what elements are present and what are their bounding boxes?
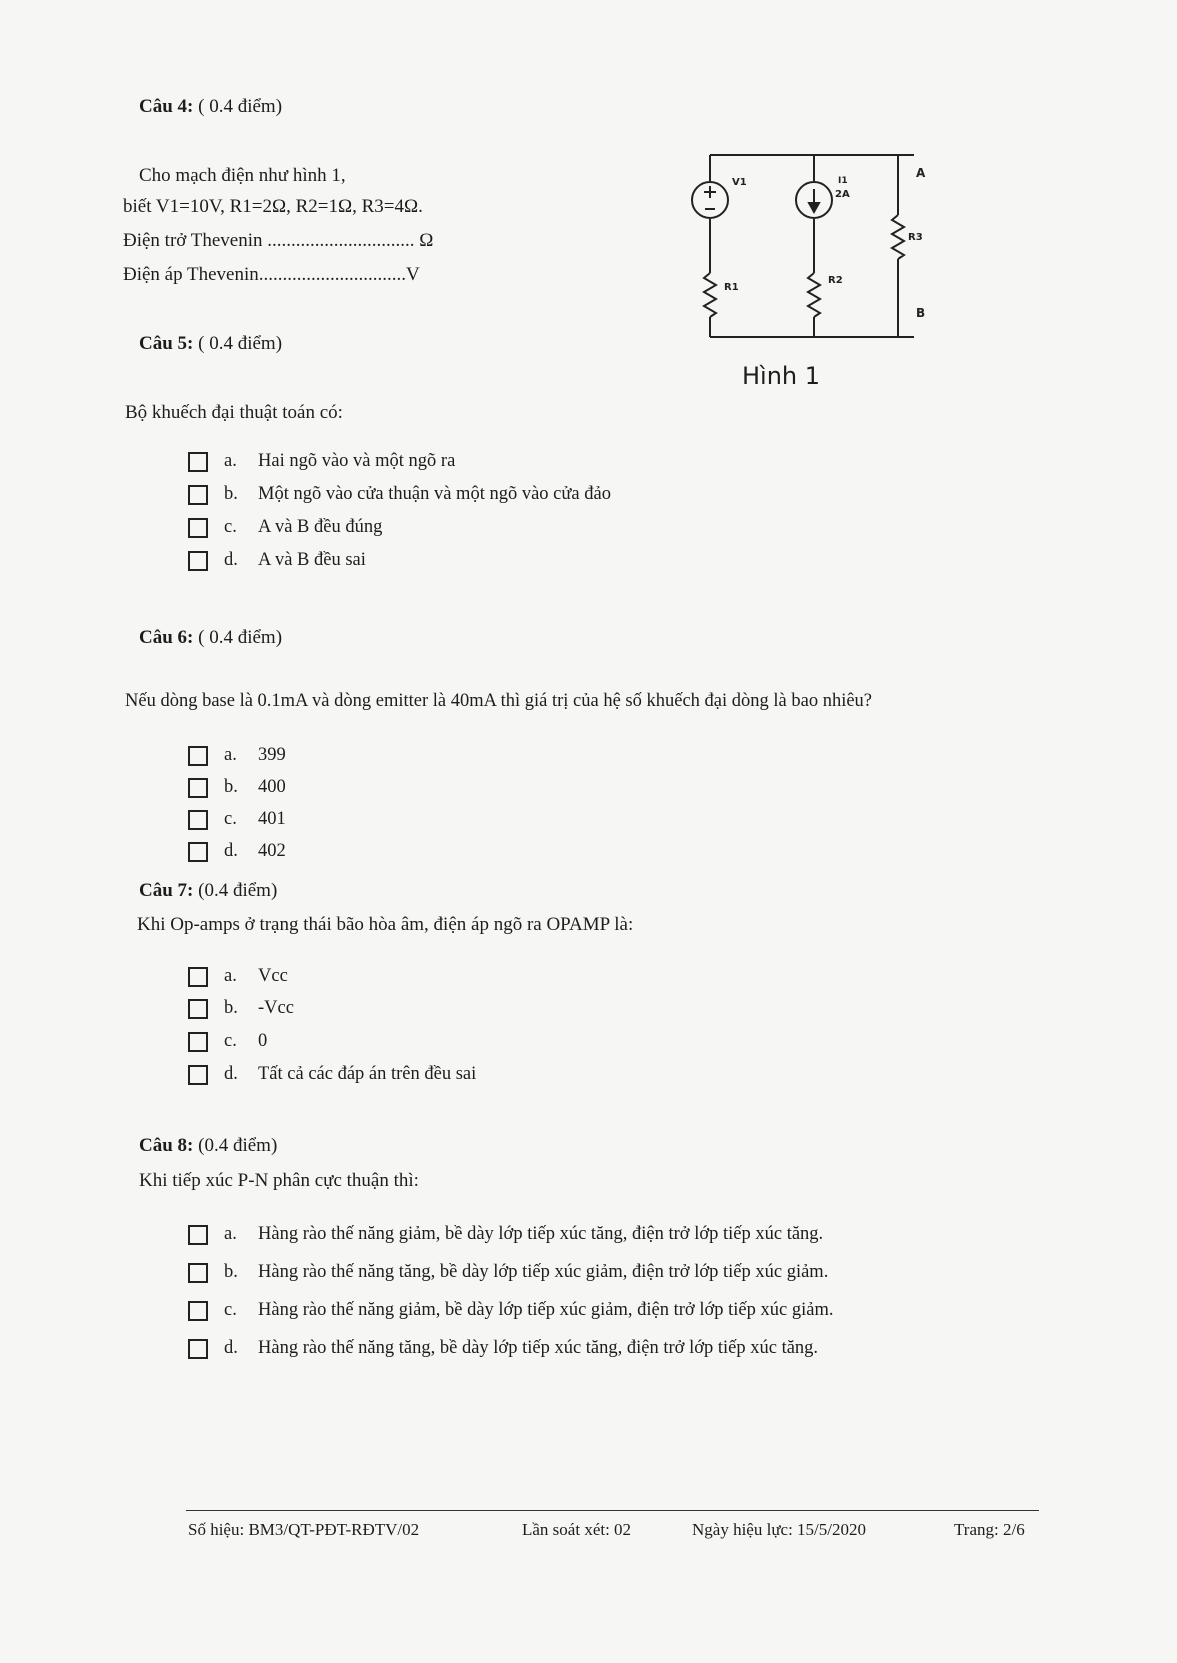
footer-page-number: Trang: 2/6 [954, 1520, 1025, 1539]
question-6-option-d[interactable]: d. 402 [188, 841, 286, 862]
checkbox[interactable] [188, 810, 208, 830]
checkbox[interactable] [188, 778, 208, 798]
question-6-option-b[interactable]: b. 400 [188, 777, 286, 798]
checkbox[interactable] [188, 746, 208, 766]
checkbox[interactable] [188, 842, 208, 862]
question-4-line-3: Điện trở Thevenin ............................... Ω [123, 230, 434, 251]
question-5-stem: Bộ khuếch đại thuật toán có: [125, 402, 343, 423]
label-i1: I1 [838, 176, 848, 186]
footer-divider [186, 1510, 1039, 1511]
question-4-title: Câu 4: ( 0.4 điểm) [139, 96, 283, 117]
figure-caption: Hình 1 [742, 362, 821, 390]
label-v1: V1 [732, 177, 747, 188]
question-7-option-c[interactable]: c. 0 [188, 1031, 267, 1052]
question-5-option-c[interactable]: c. A và B đều đúng [188, 517, 382, 538]
question-6-option-c[interactable]: c. 401 [188, 809, 286, 830]
question-6-title: Câu 6: ( 0.4 điểm) [139, 627, 283, 648]
question-5-option-a[interactable]: a. Hai ngõ vào và một ngõ ra [188, 451, 455, 472]
question-7-title: Câu 7: (0.4 điểm) [139, 880, 278, 901]
checkbox[interactable] [188, 1225, 208, 1245]
checkbox[interactable] [188, 967, 208, 987]
question-5-title: Câu 5: ( 0.4 điểm) [139, 333, 283, 354]
question-7-option-d[interactable]: d. Tất cả các đáp án trên đều sai [188, 1064, 476, 1085]
footer-effective-date: Ngày hiệu lực: 15/5/2020 [692, 1520, 866, 1539]
label-r1: R1 [724, 282, 739, 293]
question-6-stem: Nếu dòng base là 0.1mA và dòng emitter là 40mA thì giá trị của hệ số khuếch đại dòng là bao nhiêu? [125, 691, 873, 711]
label-i1-value: 2A [835, 189, 850, 200]
question-8-option-c[interactable]: c. Hàng rào thế năng giảm, bề dày lớp tiếp xúc giảm, điện trở lớp tiếp xúc giảm. [188, 1300, 833, 1321]
question-5-option-b[interactable]: b. Một ngõ vào cửa thuận và một ngõ vào cửa đảo [188, 484, 611, 505]
question-6-option-a[interactable]: a. 399 [188, 745, 286, 766]
circuit-diagram [680, 145, 950, 355]
checkbox[interactable] [188, 485, 208, 505]
checkbox[interactable] [188, 518, 208, 538]
question-7-option-a[interactable]: a. Vcc [188, 966, 288, 987]
checkbox[interactable] [188, 1032, 208, 1052]
label-r3: R3 [908, 232, 923, 243]
question-7-option-b[interactable]: b. -Vcc [188, 998, 294, 1019]
checkbox[interactable] [188, 1301, 208, 1321]
checkbox[interactable] [188, 551, 208, 571]
question-4-line-4: Điện áp Thevenin...............................V [123, 264, 420, 285]
label-r2: R2 [828, 275, 843, 286]
checkbox[interactable] [188, 1263, 208, 1283]
footer-doc-id: Số hiệu: BM3/QT-PĐT-RĐTV/02 [188, 1520, 420, 1539]
node-a-label: A [916, 166, 926, 180]
checkbox[interactable] [188, 999, 208, 1019]
question-8-stem: Khi tiếp xúc P-N phân cực thuận thì: [139, 1170, 419, 1191]
checkbox[interactable] [188, 452, 208, 472]
question-8-option-d[interactable]: d. Hàng rào thế năng tăng, bề dày lớp tiếp xúc tăng, điện trở lớp tiếp xúc tăng. [188, 1338, 818, 1359]
node-b-label: B [916, 306, 926, 320]
question-8-option-b[interactable]: b. Hàng rào thế năng tăng, bề dày lớp tiếp xúc giảm, điện trở lớp tiếp xúc giảm. [188, 1262, 828, 1283]
question-8-option-a[interactable]: a. Hàng rào thế năng giảm, bề dày lớp tiếp xúc tăng, điện trở lớp tiếp xúc tăng. [188, 1224, 823, 1245]
question-4-line-1: Cho mạch điện như hình 1, [139, 165, 346, 186]
question-5-option-d[interactable]: d. A và B đều sai [188, 550, 366, 571]
checkbox[interactable] [188, 1339, 208, 1359]
checkbox[interactable] [188, 1065, 208, 1085]
question-8-title: Câu 8: (0.4 điểm) [139, 1135, 278, 1156]
question-7-stem: Khi Op-amps ở trạng thái bão hòa âm, điện áp ngõ ra OPAMP là: [137, 914, 634, 935]
question-4-line-2: biết V1=10V, R1=2Ω, R2=1Ω, R3=4Ω. [123, 196, 423, 217]
footer-revision: Lần soát xét: 02 [522, 1520, 632, 1539]
